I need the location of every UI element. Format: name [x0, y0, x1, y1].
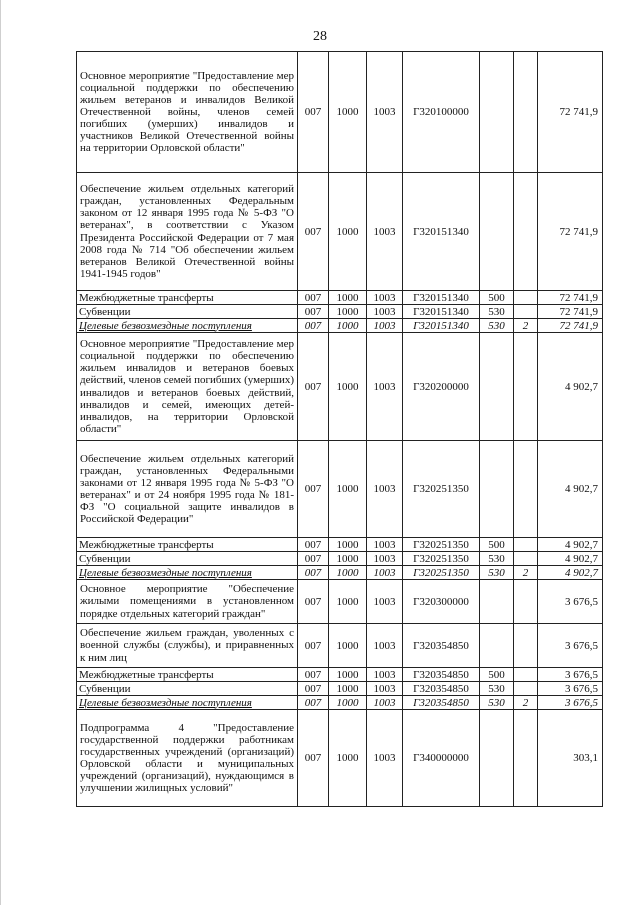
expense-type-cell: 530: [480, 696, 514, 710]
grbs-cell: 007: [298, 538, 329, 552]
source-cell: [514, 682, 538, 696]
subsection-cell: 1003: [367, 580, 403, 624]
grbs-cell: 007: [298, 291, 329, 305]
section-cell: 1000: [329, 710, 367, 807]
grbs-cell: 007: [298, 173, 329, 291]
subsection-cell: 1003: [367, 668, 403, 682]
source-cell: [514, 710, 538, 807]
subsection-cell: 1003: [367, 319, 403, 333]
row-name: Обеспечение жильем отдельных категорий граждан, установленных Федеральным законом от 12 января 1995 года № 5-ФЗ "О ветеранах", в соответствии с Указом Президента Российской Федерации от 7 мая 2008 года № 714 "Об обеспечении жильем ветеранов Великой Отечественной войны 1941-1945 годов": [77, 173, 298, 291]
target-article-cell: Г320100000: [403, 52, 480, 173]
subsection-cell: 1003: [367, 441, 403, 538]
target-article-cell: Г320354850: [403, 668, 480, 682]
sum-cell: 72 741,9: [538, 52, 603, 173]
table-row: [77, 580, 603, 624]
row-name: Субвенции: [77, 682, 298, 696]
source-cell: [514, 173, 538, 291]
sum-cell: 4 902,7: [538, 538, 603, 552]
sum-cell: 3 676,5: [538, 696, 603, 710]
grbs-cell: 007: [298, 710, 329, 807]
subsection-cell: 1003: [367, 538, 403, 552]
source-cell: [514, 291, 538, 305]
sum-cell: 4 902,7: [538, 566, 603, 580]
table-row: [77, 624, 603, 668]
sum-cell: 303,1: [538, 710, 603, 807]
expense-type-cell: [480, 333, 514, 441]
grbs-cell: 007: [298, 52, 329, 173]
grbs-cell: 007: [298, 624, 329, 668]
row-name: Обеспечение жильем отдельных категорий граждан, установленных Федеральными законами от 12 января 1995 года № 5-ФЗ "О ветеранах" и от 24 ноября 1995 года № 181-ФЗ "О социальной защите инвалидов в Российской Федерации": [77, 441, 298, 538]
subsection-cell: 1003: [367, 624, 403, 668]
expense-type-cell: 500: [480, 538, 514, 552]
target-article-cell: Г320354850: [403, 696, 480, 710]
grbs-cell: 007: [298, 319, 329, 333]
target-article-cell: Г320354850: [403, 624, 480, 668]
row-name: Субвенции: [77, 552, 298, 566]
expense-type-cell: 530: [480, 319, 514, 333]
table-row: [77, 173, 603, 291]
grbs-cell: 007: [298, 441, 329, 538]
expense-type-cell: [480, 52, 514, 173]
sum-cell: 72 741,9: [538, 305, 603, 319]
target-article-cell: Г320251350: [403, 441, 480, 538]
grbs-cell: 007: [298, 580, 329, 624]
section-cell: 1000: [329, 682, 367, 696]
grbs-cell: 007: [298, 552, 329, 566]
table-row: [77, 538, 603, 552]
grbs-cell: 007: [298, 333, 329, 441]
expense-type-cell: [480, 580, 514, 624]
grbs-cell: 007: [298, 305, 329, 319]
table-row: [77, 305, 603, 319]
target-article-cell: Г320151340: [403, 173, 480, 291]
grbs-cell: 007: [298, 566, 329, 580]
sum-cell: 3 676,5: [538, 682, 603, 696]
source-cell: 2: [514, 566, 538, 580]
expense-type-cell: [480, 624, 514, 668]
row-name: Субвенции: [77, 305, 298, 319]
target-article-cell: Г320200000: [403, 333, 480, 441]
source-cell: 2: [514, 696, 538, 710]
table-row: [77, 333, 603, 441]
table-row: [77, 668, 603, 682]
expense-type-cell: 500: [480, 668, 514, 682]
source-cell: [514, 624, 538, 668]
grbs-cell: 007: [298, 668, 329, 682]
subsection-cell: 1003: [367, 333, 403, 441]
table-row: [77, 682, 603, 696]
source-cell: [514, 538, 538, 552]
section-cell: 1000: [329, 441, 367, 538]
row-name: Основное мероприятие "Обеспечение жилыми помещениями в установленном порядке отдельных категорий граждан": [77, 580, 298, 624]
section-cell: 1000: [329, 291, 367, 305]
sum-cell: 4 902,7: [538, 333, 603, 441]
section-cell: 1000: [329, 566, 367, 580]
row-name: Межбюджетные трансферты: [77, 291, 298, 305]
sum-cell: 4 902,7: [538, 552, 603, 566]
subsection-cell: 1003: [367, 305, 403, 319]
subsection-cell: 1003: [367, 566, 403, 580]
table-row: [77, 319, 603, 333]
subsection-cell: 1003: [367, 52, 403, 173]
target-article-cell: Г320151340: [403, 291, 480, 305]
target-article-cell: Г320251350: [403, 552, 480, 566]
expense-type-cell: [480, 441, 514, 538]
section-cell: 1000: [329, 52, 367, 173]
section-cell: 1000: [329, 552, 367, 566]
subsection-cell: 1003: [367, 696, 403, 710]
section-cell: 1000: [329, 580, 367, 624]
sum-cell: 72 741,9: [538, 319, 603, 333]
table-row: [77, 696, 603, 710]
sum-cell: 3 676,5: [538, 580, 603, 624]
section-cell: 1000: [329, 333, 367, 441]
source-cell: [514, 52, 538, 173]
source-cell: [514, 441, 538, 538]
target-article-cell: Г340000000: [403, 710, 480, 807]
sum-cell: 3 676,5: [538, 668, 603, 682]
expense-type-cell: 530: [480, 552, 514, 566]
sum-cell: 72 741,9: [538, 291, 603, 305]
table-row: [77, 552, 603, 566]
sum-cell: 3 676,5: [538, 624, 603, 668]
target-article-cell: Г320151340: [403, 305, 480, 319]
source-cell: [514, 552, 538, 566]
row-name: Подпрограмма 4 "Предоставление государственной поддержки работникам государственных учреждений (организаций) Орловской области и муниципальных учреждений (организаций), нуждающимся в улучшении жилищных условий": [77, 710, 298, 807]
grbs-cell: 007: [298, 682, 329, 696]
page-number: 28: [313, 29, 327, 44]
subsection-cell: 1003: [367, 291, 403, 305]
grbs-cell: 007: [298, 696, 329, 710]
source-cell: [514, 305, 538, 319]
target-article-cell: Г320300000: [403, 580, 480, 624]
section-cell: 1000: [329, 173, 367, 291]
expense-type-cell: [480, 173, 514, 291]
row-name: Целевые безвозмездные поступления: [77, 319, 298, 333]
target-article-cell: Г320251350: [403, 538, 480, 552]
subsection-cell: 1003: [367, 682, 403, 696]
row-name: Основное мероприятие "Предоставление мер социальной поддержки по обеспечению жильем инвалидов и ветеранов боевых действий, членов семей погибших (умерших) инвалидов и ветеранов боевых действий, инвалидов и семей, имеющих детей-инвалидов, на территории Орловской области": [77, 333, 298, 441]
sum-cell: 4 902,7: [538, 441, 603, 538]
section-cell: 1000: [329, 319, 367, 333]
table-row: [77, 52, 603, 173]
target-article-cell: Г320354850: [403, 682, 480, 696]
row-name: Основное мероприятие "Предоставление мер социальной поддержки по обеспечению жильем ветеранов и инвалидов Великой Отечественной войны, членов семей погибших (умерших) инвалидов и участников Великой Отечественной войны на территории Орловской области": [77, 52, 298, 173]
expense-type-cell: 530: [480, 566, 514, 580]
scan-edge: [0, 0, 1, 905]
row-name: Целевые безвозмездные поступления: [77, 566, 298, 580]
row-name: Обеспечение жильем граждан, уволенных с военной службы (службы), и приравненных к ним лиц: [77, 624, 298, 668]
subsection-cell: 1003: [367, 710, 403, 807]
expense-type-cell: 530: [480, 305, 514, 319]
row-name: Межбюджетные трансферты: [77, 538, 298, 552]
table-row: [77, 291, 603, 305]
row-name: Целевые безвозмездные поступления: [77, 696, 298, 710]
target-article-cell: Г320251350: [403, 566, 480, 580]
subsection-cell: 1003: [367, 552, 403, 566]
source-cell: 2: [514, 319, 538, 333]
section-cell: 1000: [329, 696, 367, 710]
expense-type-cell: 530: [480, 682, 514, 696]
source-cell: [514, 333, 538, 441]
expense-type-cell: 500: [480, 291, 514, 305]
source-cell: [514, 668, 538, 682]
sum-cell: 72 741,9: [538, 173, 603, 291]
table-row: [77, 566, 603, 580]
row-name: Межбюджетные трансферты: [77, 668, 298, 682]
section-cell: 1000: [329, 538, 367, 552]
table-row: [77, 710, 603, 807]
expense-type-cell: [480, 710, 514, 807]
source-cell: [514, 580, 538, 624]
target-article-cell: Г320151340: [403, 319, 480, 333]
subsection-cell: 1003: [367, 173, 403, 291]
section-cell: 1000: [329, 305, 367, 319]
section-cell: 1000: [329, 668, 367, 682]
section-cell: 1000: [329, 624, 367, 668]
budget-table: [76, 51, 603, 807]
table-row: [77, 441, 603, 538]
